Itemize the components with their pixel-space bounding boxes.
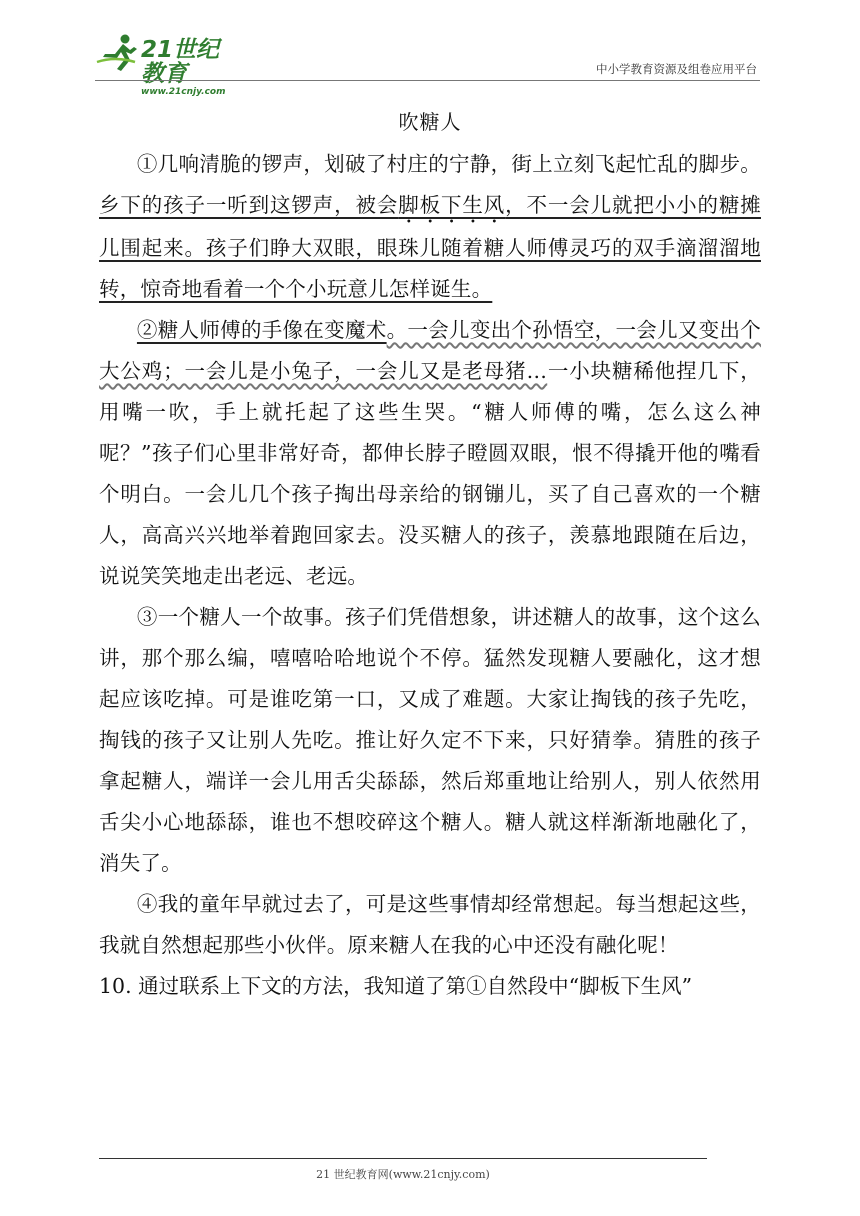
paragraph-3: ③一个糖人一个故事。孩子们凭借想象，讲述糖人的故事，这个这么讲，那个那么编，嘻嘻哈哈地说个不停。猛然发现糖人要融化，这才想起应该吃掉。可是谁吃第一口，又成了难题。大家让掏钱的孩子先吃，掏钱的孩子又让别人先吃。推让好久定不下来，只好猜拳。猜胜的孩子拿起糖人，端详一会儿用舌尖舔舔，然后郑重地让给别人，别人依然用舌尖小心地舔舔，谁也不想咬碎这个糖人。糖人就这样渐渐地融化了，消失了。 [99, 605, 761, 875]
p2-underlined-text: ②糖人师傅的手像在变魔术 [136, 318, 387, 342]
p1-text-d: ，不一会儿就把小小的糖摊儿围起来。孩子们睁大双眼，眼珠儿随着糖人师傅灵巧的双手滴溜溜地转，惊奇地看着一个个小玩意儿怎样诞生。 [99, 193, 761, 301]
site-logo [95, 32, 226, 97]
p1-dotted-phrase: 脚板下生风 [398, 193, 506, 217]
paragraph-2 [99, 310, 761, 597]
article-title: 吹糖人 [398, 110, 462, 134]
platform-name: 中小学教育资源及组卷应用平台 [596, 62, 757, 76]
page-footer: 21 世纪教育网(www.21cnjy.com) [316, 1168, 490, 1181]
question-10: 10. 通过联系上下文的方法，我知道了第①自然段中“脚板下生风” [99, 974, 693, 998]
paragraph-4: ④我的童年早就过去了，可是这些事情却经常想起。每当想起这些，我就自然想起那些小伙伴。原来糖人在我的心中还没有融化呢！ [99, 892, 761, 957]
p2-text-c: 一小块糖稀他捏几下，用嘴一吹，手上就托起了这些生哭。“糖人师傅的嘴，怎么这么神呢？”孩子们心里非常好奇，都伸长脖子瞪圆双眼，恨不得撬开他的嘴看个明白。一会儿几个孩子掏出母亲给的钢镚儿，买了自己喜欢的一个糖人，高高兴兴地举着跑回家去。没买糖人的孩子，羡慕地跟随在后边，说说笑笑地走出老远、老远。 [99, 359, 761, 588]
footer-divider [99, 1158, 707, 1159]
logo-title: 21世纪教育 [141, 37, 220, 87]
p1-underlined-sentence [99, 193, 761, 301]
article [99, 100, 761, 1007]
logo-url: www.21cnjy.com [141, 87, 226, 97]
paragraph-1 [99, 144, 761, 310]
p1-text-a: ①几响清脆的锣声，划破了村庄的宁静，街上立刻飞起忙乱的脚步。 [136, 152, 761, 176]
runner-logo-icon [95, 32, 141, 74]
p2-wavy-underlined-text: 。一会儿变出个孙悟空，一会儿又变出个大公鸡；一会儿是小兔子，一会儿又是老母猪… [99, 318, 761, 383]
header-divider [95, 80, 760, 81]
page-header [95, 30, 757, 97]
p1-text-b: 乡下的孩子一听到这锣声，被会 [99, 193, 399, 217]
